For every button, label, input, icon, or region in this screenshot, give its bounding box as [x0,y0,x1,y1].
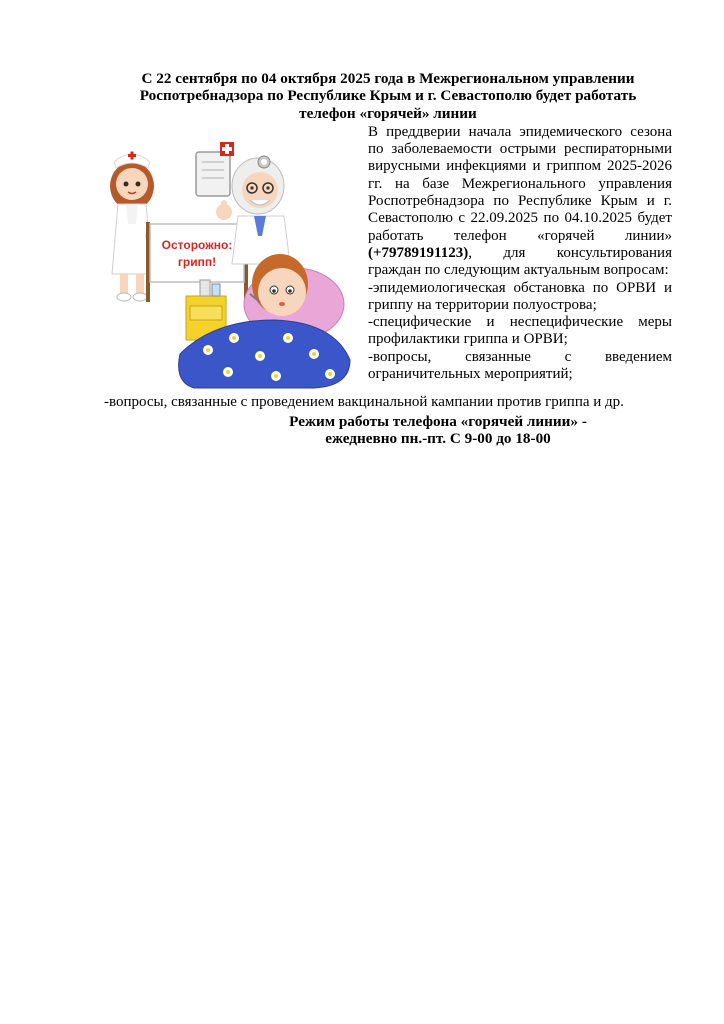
schedule-line-1: Режим работы телефона «горячей линии» - [289,413,587,431]
hotline-schedule [104,413,672,448]
document-page [104,70,672,448]
schedule-line-2: ежедневно пн.-пт. С 9-00 до 18-00 [325,430,551,448]
sign-text-line-1: Осторожно: [161,237,233,252]
title-line-1: С 22 сентября по 04 октября 2025 года в Межрегиональном управлении [141,70,635,87]
illustration-svg [104,124,358,394]
title-line-2: Роспотребнадзора по Республике Крым и г. Севастополю будет работать [139,87,637,105]
list-item: -вопросы, связанные с проведением вакцинальной кампании против гриппа и др. [104,393,624,410]
list-item: -эпидемиологическая обстановка по ОРВИ и гриппу на территории полуострова; [368,279,672,313]
document-title [104,70,672,122]
intro-text: В преддверии начала эпидемического сезона по заболеваемости острыми респираторными вирусными инфекциями и гриппом 2025-2026 гг. на базе Межрегионального управления Роспотребнадзора по Республике Крым и г. Севастополю с 22.09.2025 по 04.10.2025 будет работать телефон «горячей линии» [368,123,672,244]
flu-warning-illustration [104,124,358,394]
list-item: -специфические и неспецифические меры профилактики гриппа и ОРВИ; [368,314,672,348]
list-item: -вопросы, связанные с введением ограничительных мероприятий; [368,348,672,383]
title-line-3: телефон «горячей» линии [299,104,477,122]
sign-text-line-2: грипп! [177,254,217,269]
intro-text-continued: , для консультирования граждан по следующим актуальным вопросам: [368,244,672,279]
document-body [104,124,672,411]
hotline-phone-number: (+79789191123) [368,244,469,261]
